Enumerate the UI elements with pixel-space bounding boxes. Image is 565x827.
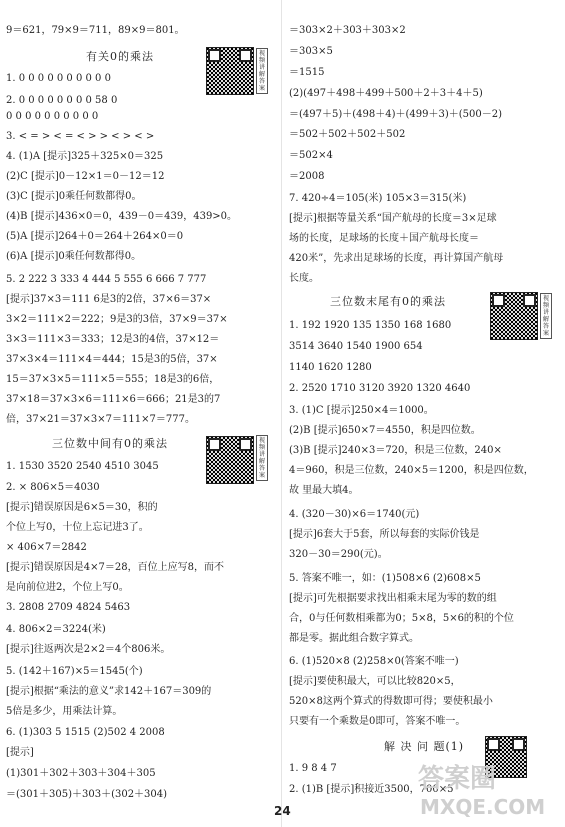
section-title: 解 决 问 题(1) (384, 740, 465, 753)
answer-line: 故 里最大填4。 (289, 485, 359, 496)
answer-line: 2. (1)B [提示]积接近3500，700×5 (289, 784, 454, 795)
qr-code-2 (490, 292, 538, 340)
answer-line: ＝502＋502＋502＋502 (289, 129, 406, 140)
answer-line: 420米”，先求出足球场的长度，再计算国产航母 (289, 253, 504, 264)
section-title: 有关0的乘法 (86, 50, 154, 63)
answer-line: 2. 0 0 0 0 0 0 0 0 58 0 (6, 95, 118, 106)
qr-tag: 视频讲解答案 (256, 48, 268, 94)
answer-line: ＝303×5 (289, 46, 333, 57)
answer-line: 0 0 0 0 0 0 0 0 0 0 (6, 111, 99, 122)
answer-line: [提示] (6, 747, 34, 758)
answer-line: 3×3＝111×3＝333；12是3的4倍，37×12＝ (6, 334, 220, 345)
answer-line: [提示]37×3＝111 6是3的2倍，37×6＝37× (6, 294, 212, 305)
section-title: 三位数中间有0的乘法 (52, 437, 168, 450)
qr-tag: 视频讲解答案 (540, 293, 552, 339)
answer-line: [提示]根据等量关系“国产航母的长度＝3×足球 (289, 213, 497, 224)
answer-line: (3)B [提示]240×3＝720，积是三位数，240× (289, 445, 502, 456)
qr-code-1 (206, 47, 254, 95)
answer-line: 3514 3640 1540 1900 654 (289, 341, 423, 352)
answer-line: (5)A [提示]264＋0＝264＋264×0＝0 (6, 231, 184, 242)
answer-line: 3×2＝111×2＝222；9是3的3倍，37×9＝37× (6, 314, 228, 325)
answer-line: (2)B [提示]650×7＝4550，积是四位数。 (289, 425, 481, 436)
answer-line: [提示]错误原因是4×7＝28，百位上应写8，而不 (6, 562, 224, 573)
answer-line: 37×18＝37×3×6＝111×6＝666；21是3的7 (6, 394, 221, 405)
answer-line: (3)C [提示]0乘任何数都得0。 (6, 191, 142, 202)
answer-line: 3. (1)C [提示]250×4＝1000。 (289, 405, 434, 416)
answer-line: 15＝37×3×5＝111×5＝555；18是3的6倍， (6, 374, 220, 385)
answer-line: [提示]要使积最大，可以比较820×5， (289, 676, 461, 687)
answer-line: 5倍是多少，用乘法计算。 (6, 706, 123, 717)
answer-line: 1. 9 8 4 7 (289, 763, 337, 774)
column-divider (281, 0, 282, 827)
answer-line: 5. 答案不唯一，如：(1)508×6 (2)608×5 (289, 573, 481, 584)
watermark-text: 答案圈 (418, 764, 497, 794)
answer-line: (1)301＋302＋303＋304＋305 (6, 768, 156, 779)
answer-line: (6)A [提示]0乘任何数都得0。 (6, 251, 142, 262)
answer-line: 6. (1)520×8 (2)258×0(答案不唯一) (289, 656, 459, 667)
answer-line: × 406×7＝2842 (6, 542, 87, 553)
watermark-text: MXQE.COM (420, 795, 546, 819)
answer-line: ＝1515 (289, 67, 325, 78)
answer-line: 2. × 806×5＝4030 (6, 482, 100, 493)
answer-line: 1. 1530 3520 2540 4510 3045 (6, 461, 159, 472)
answer-line: ＝502×4 (289, 150, 333, 161)
answer-line: 3. < = > < = < > > < > < > (6, 131, 155, 142)
answer-line: [提示]错误原因是6×5＝30，积的 (6, 502, 158, 513)
answer-line: [提示]6套大于5套，所以每套的实际价钱是 (289, 529, 480, 540)
answer-line: 4＝960，积是三位数，240×5＝1200，积是四位数， (289, 465, 534, 476)
answer-line: 都是零。据此组合数字算式。 (289, 633, 419, 644)
answer-line: 1. 0 0 0 0 0 0 0 0 0 0 (6, 73, 111, 84)
answer-line: 只要有一个乘数是0即可，答案不唯一。 (289, 716, 466, 727)
answer-line: 5. 2 222 3 333 4 444 5 555 6 666 7 777 (6, 274, 207, 285)
answer-line: [提示]往返两次是2×2＝4个806米。 (6, 644, 171, 655)
answer-line: 场的长度，足球场的长度＋国产航母长度＝ (289, 233, 479, 244)
answer-line: 520×8这两个算式的得数即可得；要使积最小 (289, 696, 493, 707)
answer-line: 4. (320－30)×6＝1740(元) (289, 509, 420, 520)
answer-line: ＝2008 (289, 171, 325, 182)
answer-line: 是向前位进2，个位上写0。 (6, 582, 129, 593)
answer-line: 4. (1)A [提示]325＋325×0＝325 (6, 151, 164, 162)
answer-line: 37×3×4＝111×4＝444；15是3的5倍，37× (6, 354, 218, 365)
answer-line: 6. (1)303 5 1515 (2)502 4 2008 (6, 727, 165, 738)
answer-line: (2)C [提示]0－12×1＝0－12＝12 (6, 171, 165, 182)
answer-line: 2. 2520 1710 3120 3920 1320 4640 (289, 383, 471, 394)
answer-line: (2)(497＋498＋499＋500＋2＋3＋4＋5) (289, 88, 483, 99)
answer-line: 个位上写0，十位上忘记进3了。 (6, 522, 149, 533)
qr-code-3 (206, 436, 254, 484)
answer-line: 合，0与任何数相乘都为0；5×8，5×6的积的个位 (289, 613, 514, 624)
answer-line: 9＝621，79×9＝711，89×9＝801。 (6, 25, 185, 36)
answer-line: 7. 420÷4＝105(米) 105×3＝315(米) (289, 193, 467, 204)
answer-line: ＝303×2＋303＋303×2 (289, 25, 406, 36)
qr-tag: 视频讲解答案 (256, 435, 268, 481)
answer-line: ＝(497＋5)＋(498＋4)＋(499＋3)＋(500－2) (289, 109, 503, 120)
answer-line: 1140 1620 1280 (289, 362, 372, 373)
page-number: 24 (274, 804, 291, 818)
answer-line: ＝(301＋305)＋303＋(302＋304) (6, 789, 168, 800)
answer-line: [提示]根据“乘法的意义”求142＋167＝309的 (6, 686, 212, 697)
answer-line: 倍，37×21＝37×3×7＝111×7＝777。 (6, 414, 195, 425)
answer-line: 320－30＝290(元)。 (289, 549, 388, 560)
answer-line: 3. 2808 2709 4824 5463 (6, 602, 131, 613)
answer-line: 长度。 (289, 273, 319, 284)
answer-line: 5. (142＋167)×5＝1545(个) (6, 666, 143, 677)
answer-line: 1. 192 1920 135 1350 168 1680 (289, 320, 452, 331)
answer-line: [提示]可先根据要求找出相乘末尾为零的数的组 (289, 593, 497, 604)
answer-line: 4. 806×2＝3224(米) (6, 624, 106, 635)
section-title: 三位数末尾有0的乘法 (330, 295, 446, 308)
answer-line: (4)B [提示]436×0＝0，439－0＝439，439>0。 (6, 211, 238, 222)
